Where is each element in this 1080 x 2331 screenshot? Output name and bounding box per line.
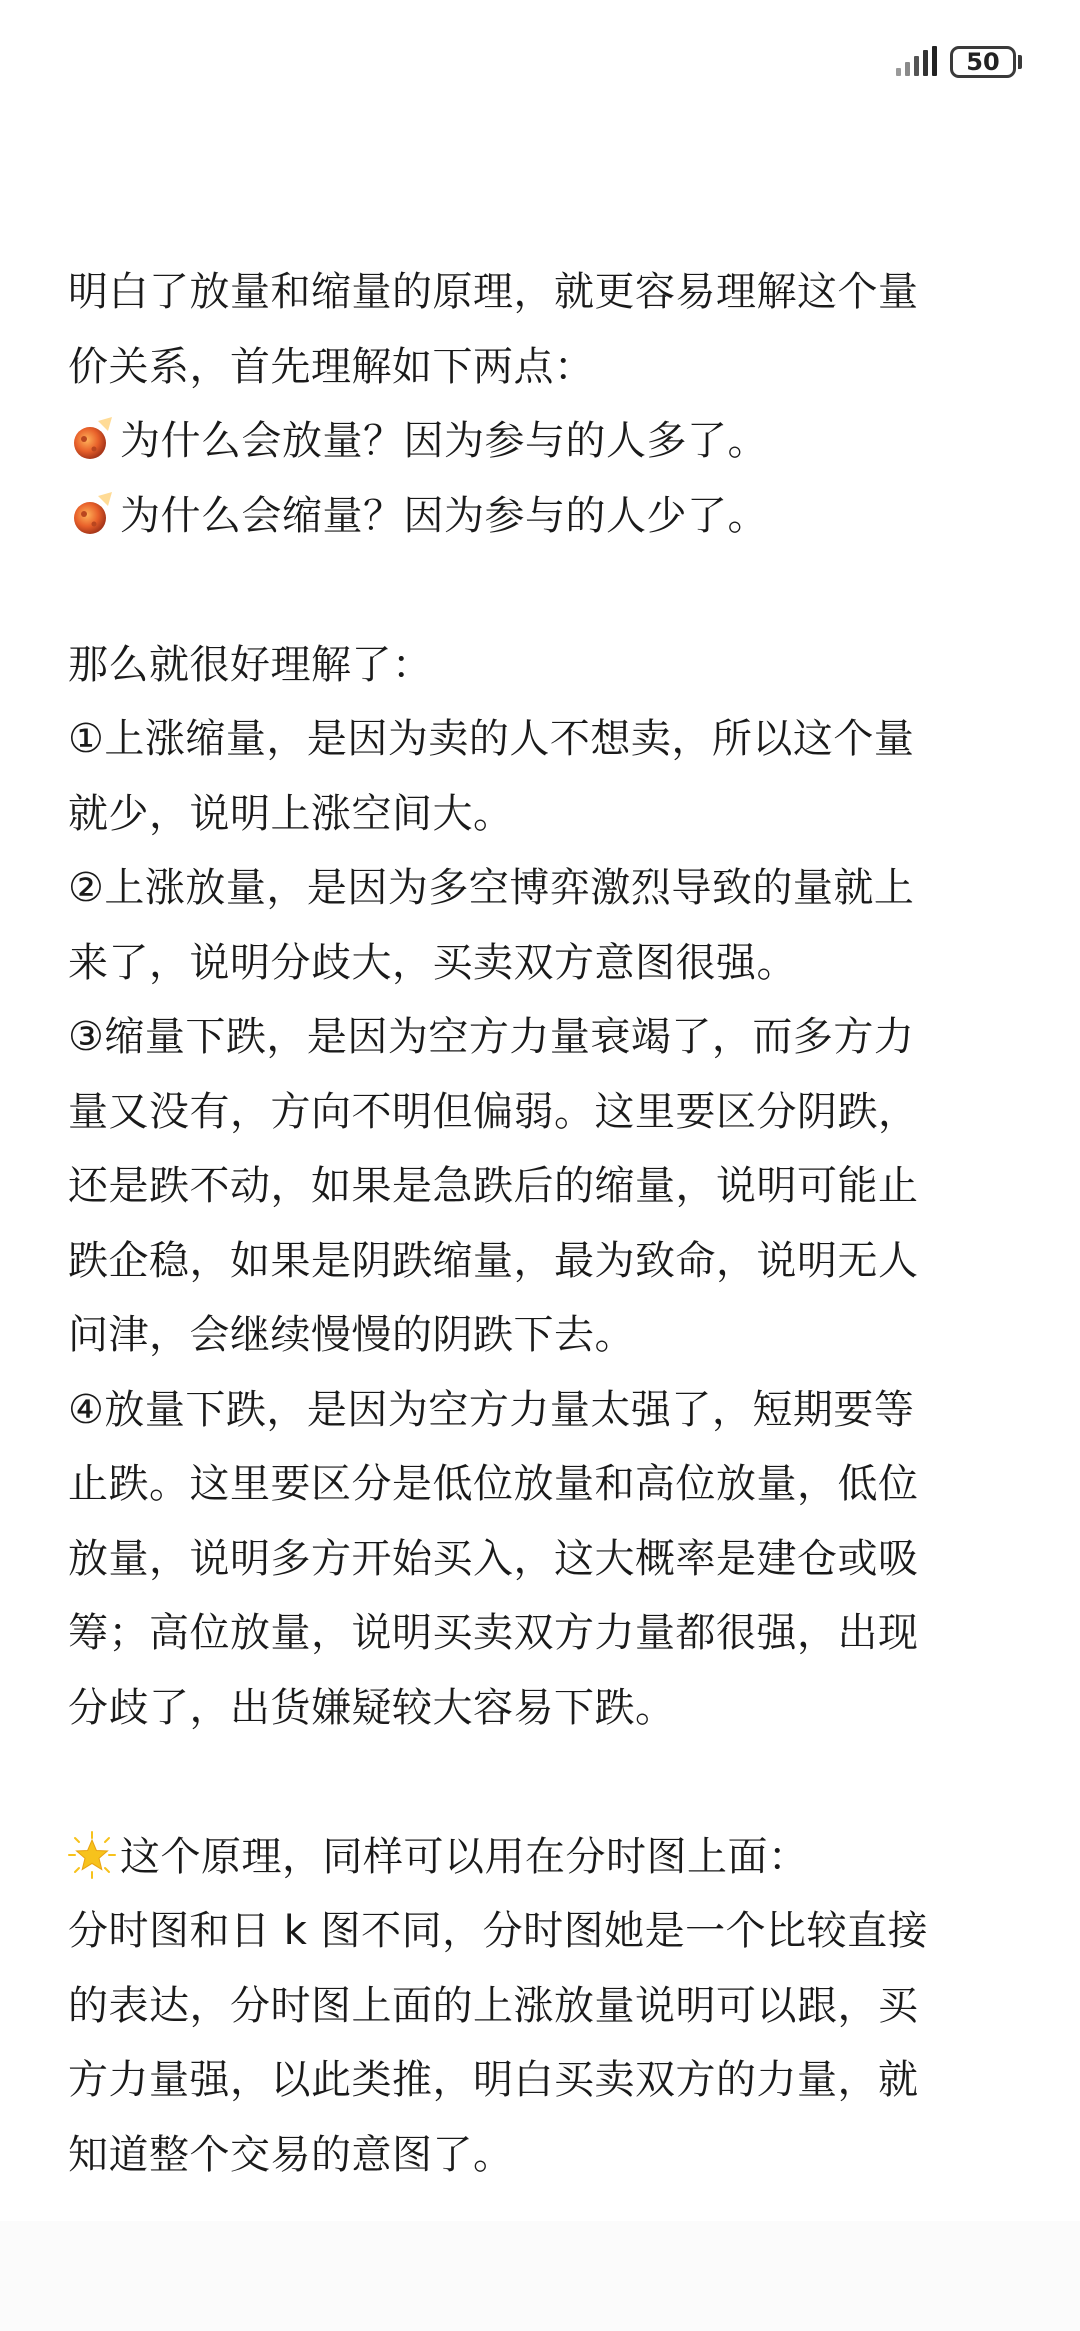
item-2-line: ②上涨放量，是因为多空博弈激烈导致的量就上 [68,865,915,911]
bullet-text: 为什么会放量？因为参与的人多了。 [120,418,768,464]
star-heading-text: 这个原理，同样可以用在分时图上面： [120,1833,809,1880]
bullet-point [68,404,1028,479]
status-bar [0,0,1080,120]
item-4-line: 止跌。这里要区分是低位放量和高位放量，低位 [68,1461,919,1507]
glowing-star-emoji-icon [68,1831,116,1879]
article-body [68,255,1028,2192]
outro-line: 的表达，分时图上面的上涨放量说明可以跟，买 [68,1982,919,2029]
meteor-emoji-icon [68,490,116,538]
item-4-line: 放量，说明多方开始买入，这大概率是建仓或吸 [68,1535,919,1582]
outro-line: 方力量强，以此类推，明白买卖双方的力量，就 [68,2057,919,2103]
intro-line: 价关系，首先理解如下两点： [68,343,595,390]
bullet-text: 为什么会缩量？因为参与的人少了。 [120,492,768,539]
item-3-line: ③缩量下跌，是因为空方力量衰竭了，而多方力 [68,1014,915,1060]
item-4-line: 分歧了，出货嫌疑较大容易下跌。 [68,1684,676,1731]
meteor-emoji-icon [68,415,116,463]
paragraph-spacer [68,553,1028,628]
outro-line: 知道整个交易的意图了。 [68,2131,514,2178]
battery-level: 50 [966,48,1000,76]
bullet-point [68,479,1028,554]
battery-indicator [950,46,1016,78]
item-4-line: 筹；高位放量，说明买卖双方力量都很强，出现 [68,1610,919,1656]
item-3-line: 跌企稳，如果是阴跌缩量，最为致命，说明无人 [68,1237,919,1284]
battery-tip [1018,55,1022,69]
paragraph-spacer [68,1745,1028,1820]
item-2-line: 来了，说明分歧大，买卖双方意图很强。 [68,939,797,986]
item-3-line: 问津，会继续慢慢的阴跌下去。 [68,1312,635,1358]
bottom-area [0,2221,1080,2331]
item-3-line: 量又没有，方向不明但偏弱。这里要区分阴跌， [68,1088,919,1135]
intro-line: 明白了放量和缩量的原理，就更容易理解这个量 [68,269,919,315]
item-1-line: 就少，说明上涨空间大。 [68,790,514,837]
item-4-line: ④放量下跌，是因为空方力量太强了，短期要等 [68,1386,915,1433]
signal-strength-icon [896,46,938,78]
star-heading [68,1820,1028,1895]
item-1-line: ①上涨缩量，是因为卖的人不想卖，所以这个量 [68,716,915,762]
outro-line: 分时图和日 k 图不同，分时图她是一个比较直接 [68,1908,929,1954]
lead-line: 那么就很好理解了： [68,641,433,688]
item-3-line: 还是跌不动，如果是急跌后的缩量，说明可能止 [68,1163,919,1209]
